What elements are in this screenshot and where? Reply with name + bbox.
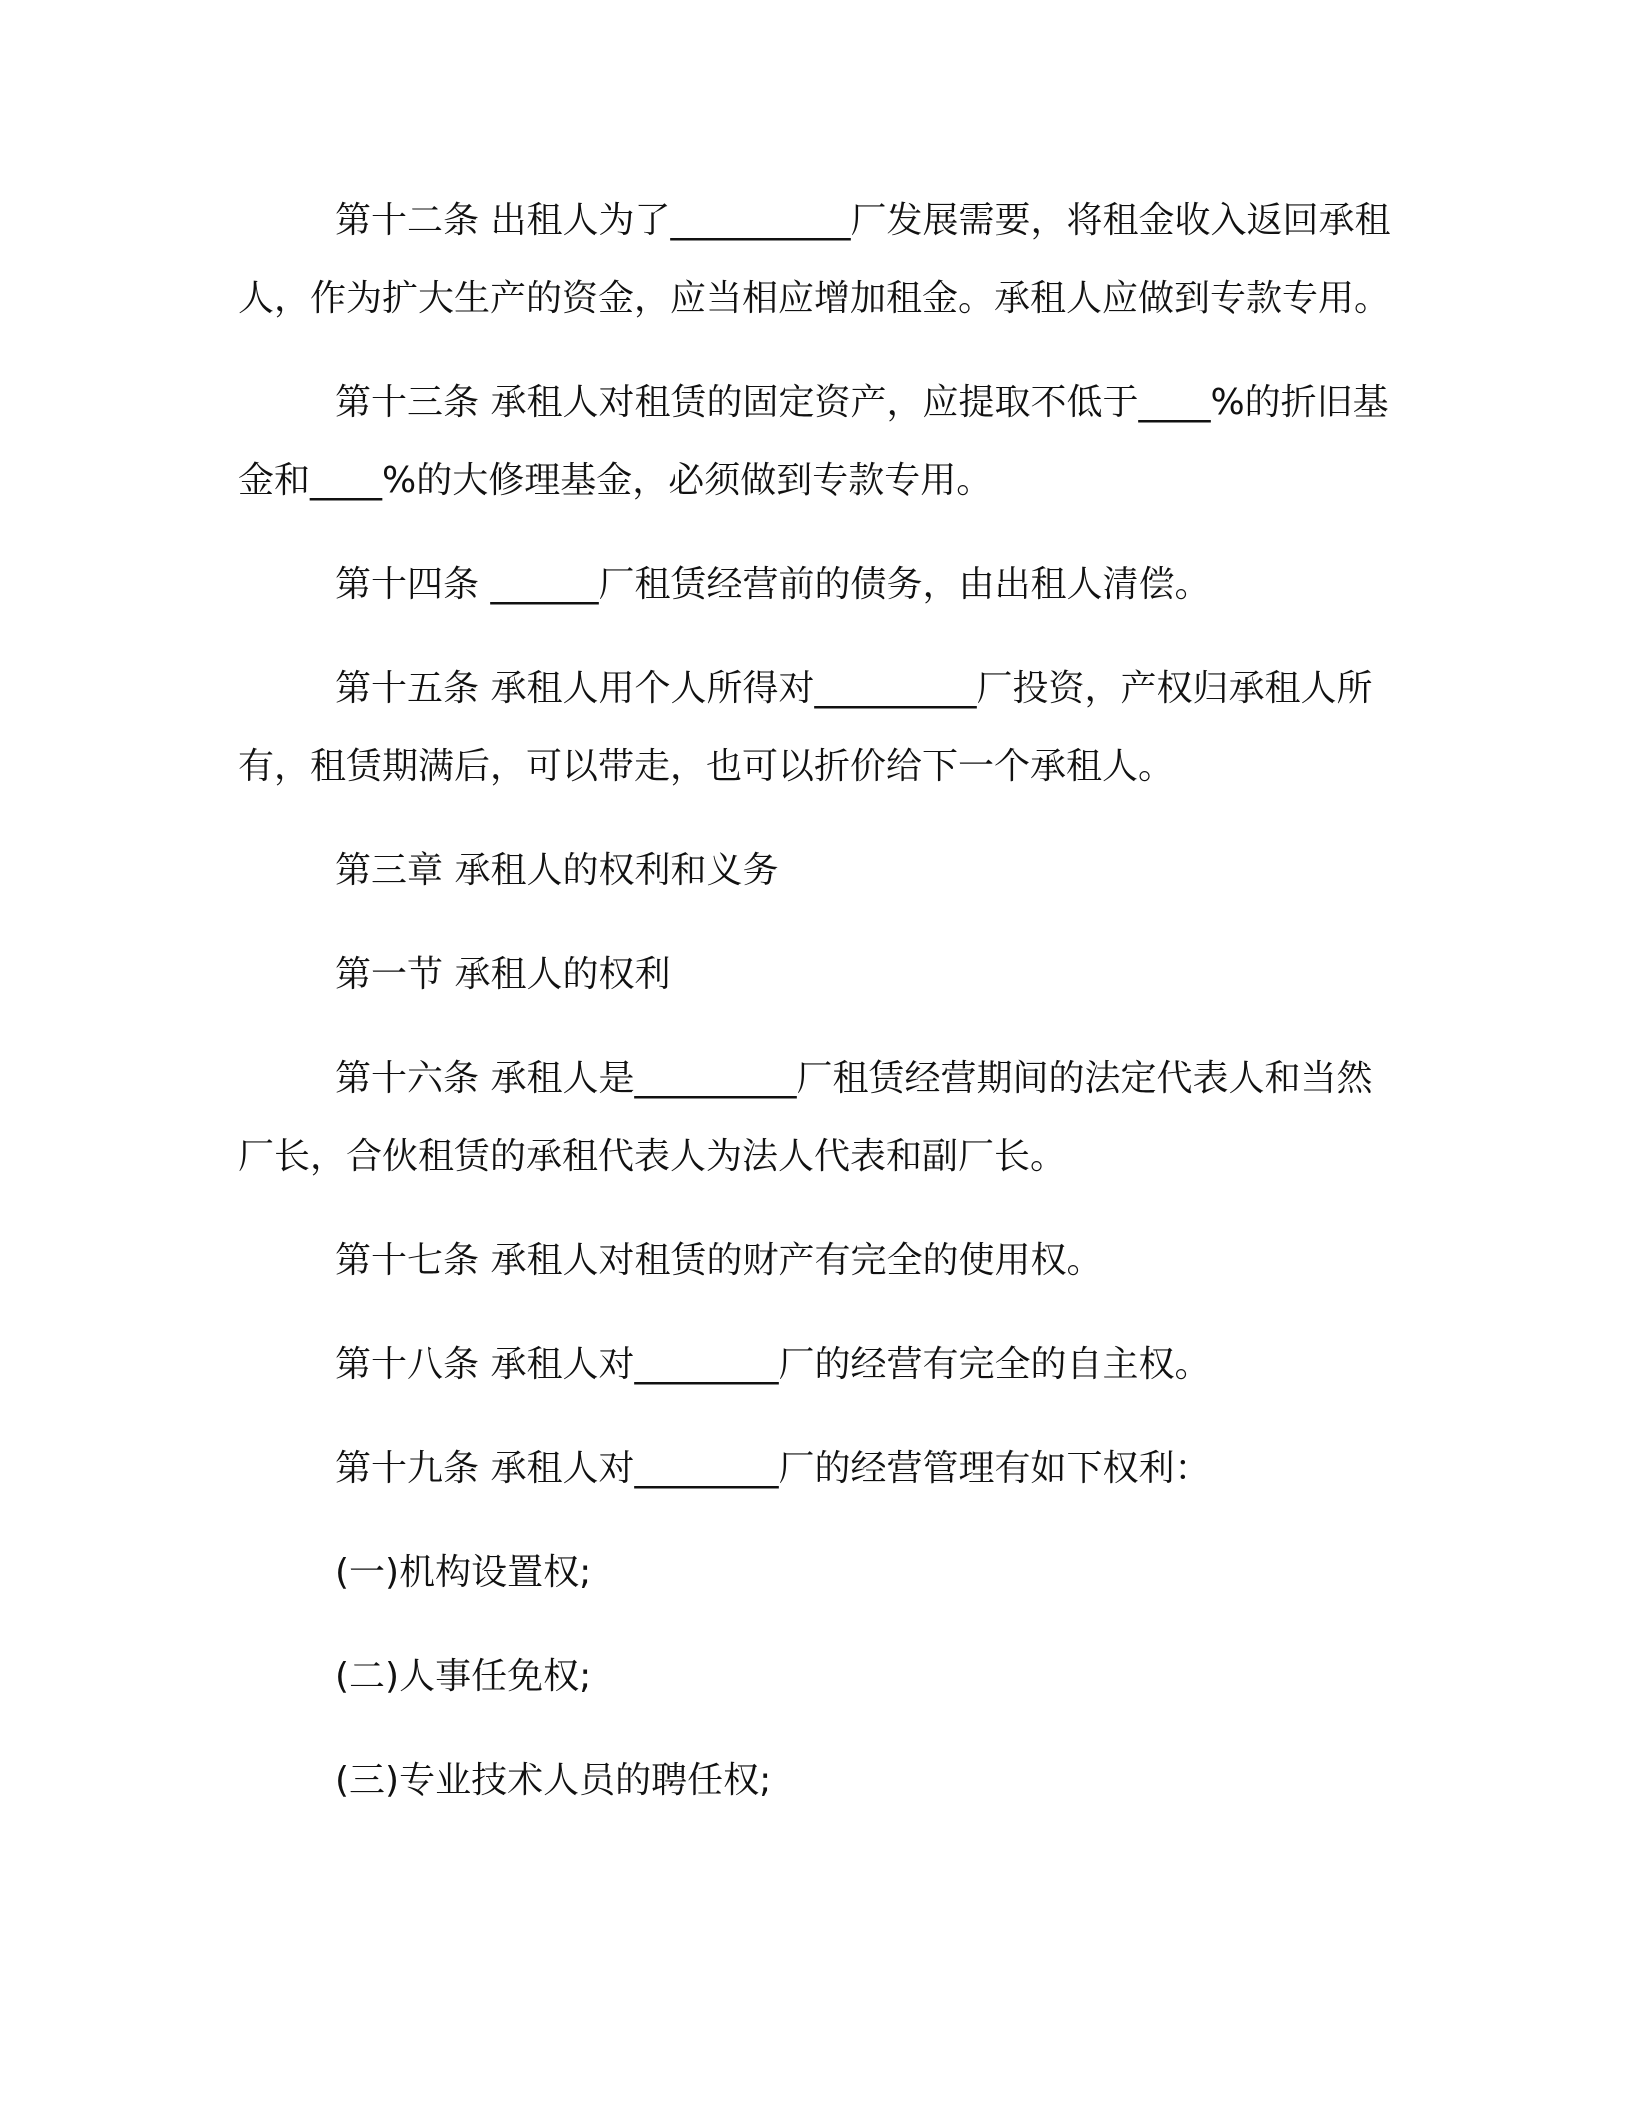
article-19: 第十九条 承租人对________厂的经营管理有如下权利： (335, 1448, 1211, 1489)
list-item-1: (一)机构设置权; (335, 1552, 592, 1593)
list-item-2: (二)人事任免权; (335, 1656, 592, 1697)
chapter-3-heading: 第三章 承租人的权利和义务 (335, 850, 779, 891)
article-12: 第十二条 出租人为了__________厂发展需要，将租金收入返回承租人，作为扩大生产的资金，应当相应增加租金。承租人应做到专款专用。 (238, 200, 1391, 319)
article-15: 第十五条 承租人用个人所得对_________厂投资，产权归承租人所有，租赁期满后，可以带走，也可以折价给下一个承租人。 (238, 668, 1373, 787)
article-18: 第十八条 承租人对________厂的经营有完全的自主权。 (335, 1344, 1211, 1385)
section-1-heading: 第一节 承租人的权利 (335, 954, 671, 995)
list-item-3: (三)专业技术人员的聘任权; (335, 1760, 772, 1801)
article-14: 第十四条 ______厂租赁经营前的债务，由出租人清偿。 (335, 564, 1211, 605)
article-13: 第十三条 承租人对租赁的固定资产，应提取不低于____%的折旧基金和____%的大修理基金，必须做到专款专用。 (238, 382, 1389, 501)
article-16: 第十六条 承租人是_________厂租赁经营期间的法定代表人和当然厂长，合伙租赁的承租代表人为法人代表和副厂长。 (238, 1058, 1373, 1177)
document-body (238, 182, 1400, 1846)
article-17: 第十七条 承租人对租赁的财产有完全的使用权。 (335, 1240, 1103, 1281)
